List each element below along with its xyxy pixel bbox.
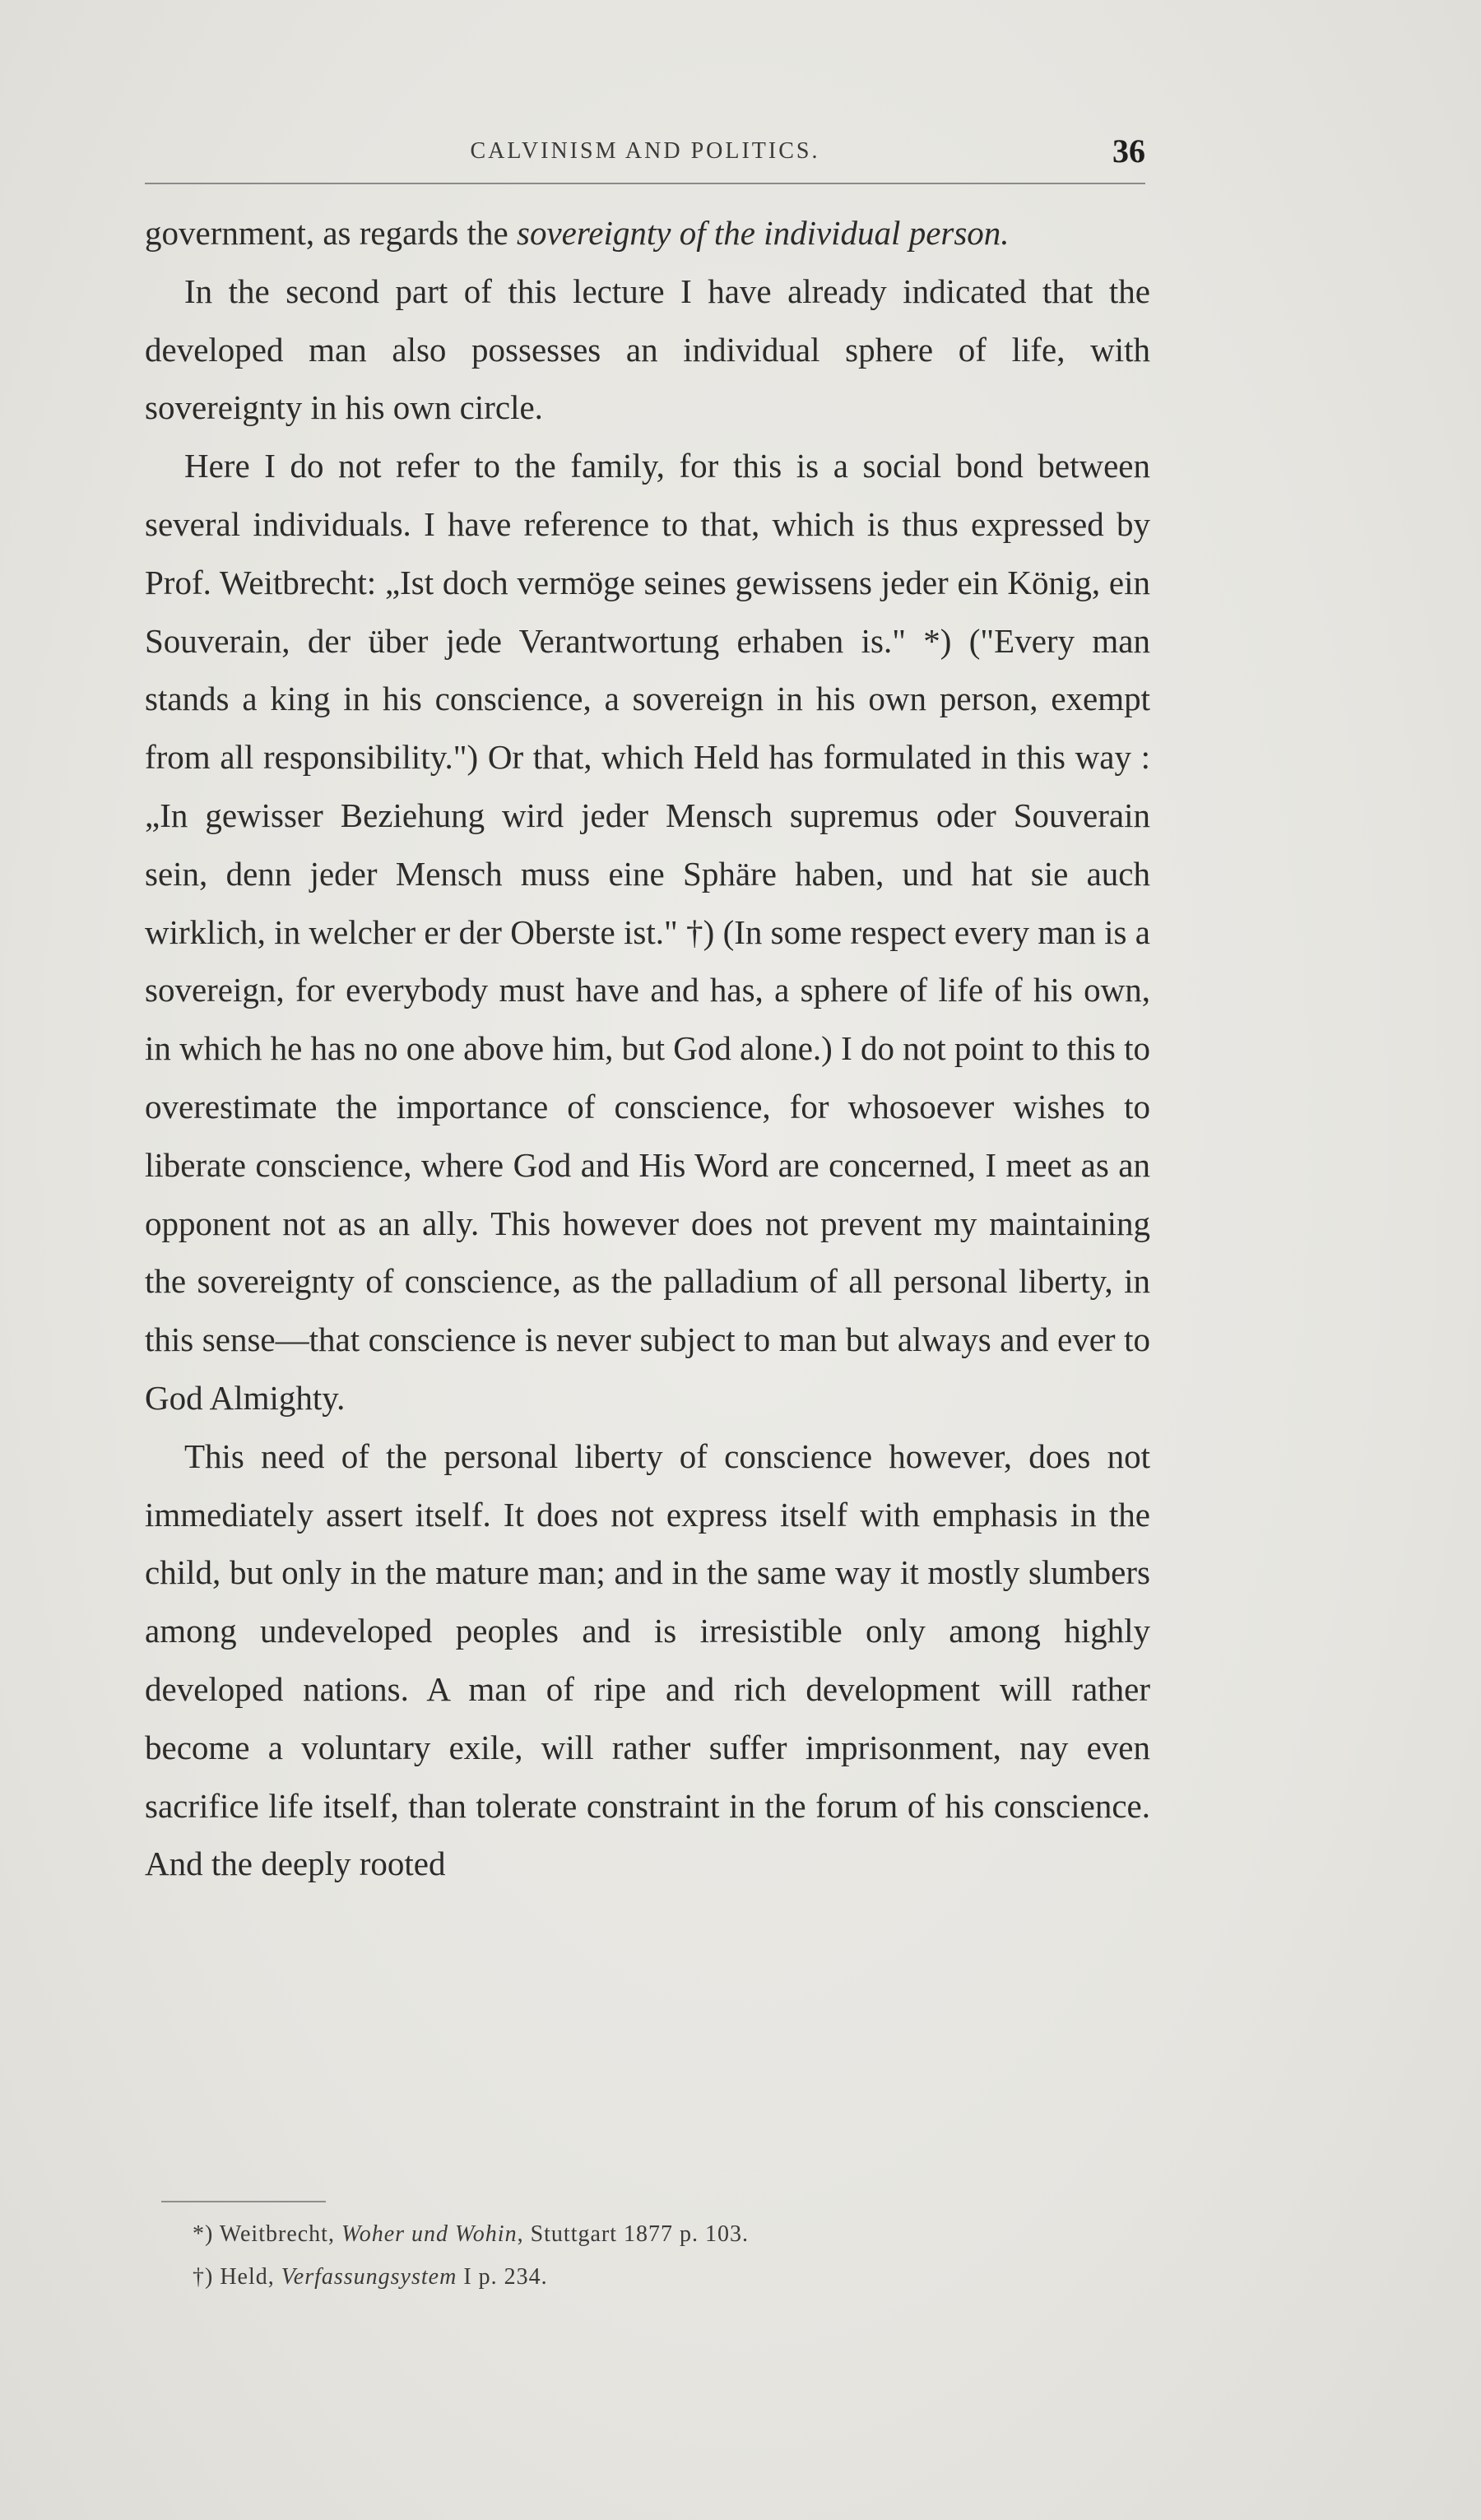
page-header [145,132,1145,181]
paragraph [145,262,1150,437]
text-run: , Stuttgart 1877 p. 103. [517,2221,750,2247]
text-run: †) Held, [193,2264,281,2290]
running-head: CALVINISM AND POLITICS. [470,138,820,164]
italic-text: sovereignty of the individual person. [516,214,1010,252]
footnote [161,2256,1066,2299]
header-rule [145,183,1145,184]
text-run: I p. 234. [457,2264,548,2290]
text-run: government, as regards the [145,214,517,252]
paragraph [145,204,1150,262]
footnotes [161,2213,1066,2299]
text-run: *) Weitbrecht, [193,2221,341,2247]
paragraph [145,1427,1150,1893]
page-number: 36 [1112,132,1145,169]
text-run: In the second part of this lecture I have already indicated that the developed man also possesses an individual sphere of life, with sovereignty in his own circle. [145,271,1150,427]
paragraph [145,437,1150,1427]
footnote-rule [161,2201,326,2202]
body-text [145,204,1150,1893]
italic-text: Verfassungsystem [281,2264,457,2290]
text-run: Here I do not refer to the family, for this is a social bond between several individuals. I have reference to that, which is thus expressed by Prof. Weitbrecht: „Ist doch vermöge seines gewissens jeder ein König, ein Souverain, der über jede Verantwortung erhaben is." *) ("Every man stands a king in his conscience, a sovereign in his own person, exempt from all responsibility.") Or that, which Held has formulated in this way : „In gewisser Beziehung wird jeder Mensch supremus oder Souverain sein, denn jeder Mensch muss eine Sphäre haben, und hat sie auch wirklich, in welcher er der Oberste ist." †) (In some respect every man is a sovereign, for everybody must have and has, a sphere of life of his own, in which he has no one above him, but God alone.) I do not point to this to overestimate the importance of conscience, for whosoever wishes to liberate conscience, where God and His Word are concerned, I meet as an opponent not as an ally. This however does not prevent my maintaining the sovereignty of conscience, as the palladium of all personal liberty, in this sense—that conscience is never subject to man but always and ever to God Almighty. [145,447,1150,1417]
text-run: This need of the personal liberty of conscience however, does not immediately assert itself. It does not express itself with emphasis in the child, but only in the mature man; and in the same way it mostly slumbers among undeveloped peoples and is irresistible only among highly developed nations. A man of ripe and rich development will rather become a voluntary exile, will rather suffer imprisonment, nay even sacrifice life itself, than tolerate constraint in the forum of his conscience. And the deeply rooted [145,1436,1150,1883]
footnote [161,2213,1066,2256]
italic-text: Woher und Wohin [341,2221,518,2247]
